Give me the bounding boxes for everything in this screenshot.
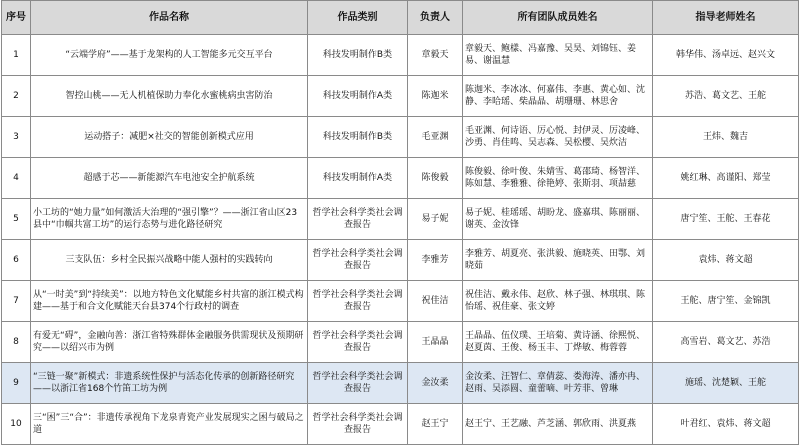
cell-name[interactable]: 三“困”三“合”：非遗传承视角下龙泉青瓷产业发展现实之困与破局之道 — [31, 404, 308, 445]
cell-name[interactable]: 运动搭子：减肥×社交的智能创新模式应用 — [31, 117, 308, 158]
cell-advisors[interactable]: 王舵、唐宁笙、金锦凯 — [653, 281, 799, 322]
table-row — [2, 117, 799, 158]
cell-category[interactable]: 哲学社会科学类社会调查报告 — [308, 199, 408, 240]
cell-no[interactable]: 2 — [2, 76, 31, 117]
cell-name[interactable]: 小工坊的“她力量”如何激活大治理的“强引擎”？——浙江省山区23县中“巾帼共富工坊”的运行态势与进化路径研究 — [31, 199, 308, 240]
cell-name[interactable]: “三链一聚”新模式：非遗系统性保护与活态化传承的创新路径研究——以浙江省168个竹笛工坊为例 — [31, 363, 308, 404]
cell-members[interactable]: 赵王宁、王艺融、芦芝涵、郭欣雨、洪夏燕 — [463, 404, 653, 445]
cell-advisors[interactable]: 姚红琳、高谨阳、郑莹 — [653, 158, 799, 199]
table-row — [2, 240, 799, 281]
cell-category[interactable]: 科技发明制作A类 — [308, 76, 408, 117]
cell-no[interactable]: 9 — [2, 363, 31, 404]
cell-no[interactable]: 4 — [2, 158, 31, 199]
cell-advisors[interactable]: 叶君红、袁炜、蒋文超 — [653, 404, 799, 445]
cell-category[interactable]: 科技发明制作B类 — [308, 117, 408, 158]
cell-leader[interactable]: 陈俊毅 — [408, 158, 463, 199]
cell-category[interactable]: 哲学社会科学类社会调查报告 — [308, 404, 408, 445]
cell-name[interactable]: 智控山桃——无人机植保助力奉化水蜜桃病虫害防治 — [31, 76, 308, 117]
cell-category[interactable]: 哲学社会科学类社会调查报告 — [308, 322, 408, 363]
cell-members[interactable]: 祝佳洁、戴永伟、赵欣、林子强、林琪琪、陈怡瑶、祝佳豪、张文婷 — [463, 281, 653, 322]
cell-advisors[interactable]: 唐宁笙、王舵、王春花 — [653, 199, 799, 240]
cell-no[interactable]: 5 — [2, 199, 31, 240]
cell-name[interactable]: 超感于芯——新能源汽车电池安全护航系统 — [31, 158, 308, 199]
cell-leader[interactable]: 金汝柔 — [408, 363, 463, 404]
cell-leader[interactable]: 章毅天 — [408, 35, 463, 76]
cell-leader[interactable]: 祝佳洁 — [408, 281, 463, 322]
cell-no[interactable]: 6 — [2, 240, 31, 281]
header-name[interactable]: 作品名称 — [31, 1, 308, 35]
cell-name[interactable]: 三支队伍：乡村全民振兴战略中能人强村的实践转向 — [31, 240, 308, 281]
header-leader[interactable]: 负责人 — [408, 1, 463, 35]
table-row — [2, 404, 799, 445]
cell-advisors[interactable]: 苏浩、葛文艺、王舵 — [653, 76, 799, 117]
table-row — [2, 35, 799, 76]
cell-name[interactable]: 有爱无“碍”，金融向善：浙江省特殊群体金融服务供需现状及预期研究——以绍兴市为例 — [31, 322, 308, 363]
header-no[interactable]: 序号 — [2, 1, 31, 35]
cell-no[interactable]: 8 — [2, 322, 31, 363]
cell-no[interactable]: 10 — [2, 404, 31, 445]
cell-leader[interactable]: 毛亚渊 — [408, 117, 463, 158]
cell-members[interactable]: 陈迦米、李冰冰、何嘉伟、李惠、黄心如、沈静、李哈瑶、柴晶晶、胡珊珊、林思舍 — [463, 76, 653, 117]
cell-leader[interactable]: 易子妮 — [408, 199, 463, 240]
cell-leader[interactable]: 赵王宁 — [408, 404, 463, 445]
cell-leader[interactable]: 陈迦米 — [408, 76, 463, 117]
header-category[interactable]: 作品类别 — [308, 1, 408, 35]
cell-advisors[interactable]: 高雪岩、葛文艺、苏浩 — [653, 322, 799, 363]
cell-category[interactable]: 科技发明制作A类 — [308, 158, 408, 199]
cell-category[interactable]: 哲学社会科学类社会调查报告 — [308, 363, 408, 404]
cell-category[interactable]: 哲学社会科学类社会调查报告 — [308, 240, 408, 281]
cell-no[interactable]: 1 — [2, 35, 31, 76]
table-row — [2, 158, 799, 199]
cell-members[interactable]: 金汝柔、汪智仁、章倩蕊、娄海涛、潘亦冉、赵雨、吴添圆、童蕾嘀、叶芳菲、曾琳 — [463, 363, 653, 404]
table-row — [2, 76, 799, 117]
cell-advisors[interactable]: 王炜、魏吉 — [653, 117, 799, 158]
cell-name[interactable]: “云端学府”——基于龙架构的人工智能多元交互平台 — [31, 35, 308, 76]
cell-no[interactable]: 7 — [2, 281, 31, 322]
cell-category[interactable]: 哲学社会科学类社会调查报告 — [308, 281, 408, 322]
cell-advisors[interactable]: 韩华伟、汤卓远、赵兴文 — [653, 35, 799, 76]
cell-members[interactable]: 章毅天、鲍樣、冯嘉豫、吴昊、刘锦钰、姜易、谢温慧 — [463, 35, 653, 76]
table-row — [2, 199, 799, 240]
header-row — [2, 1, 799, 35]
cell-members[interactable]: 王晶晶、伍仪璞、王培菊、黄诗涵、徐熙悦、赵夏茵、王俊、杨玉丰、丁烨敏、梅蓉蓉 — [463, 322, 653, 363]
cell-no[interactable]: 3 — [2, 117, 31, 158]
header-advisors[interactable]: 指导老师姓名 — [653, 1, 799, 35]
cell-advisors[interactable]: 施瑶、沈楚颖、王舵 — [653, 363, 799, 404]
cell-leader[interactable]: 王晶晶 — [408, 322, 463, 363]
cell-advisors[interactable]: 袁炜、蒋文超 — [653, 240, 799, 281]
cell-members[interactable]: 易子妮、桂瑶瑶、胡盼龙、盛嘉琪、陈丽丽、谢英、金汝锋 — [463, 199, 653, 240]
cell-members[interactable]: 毛亚渊、何诗语、厉心悦、封伊灵、厉凌峰、沙勇、肖佳鸣、吴志森、吴松樱、吴炊洁 — [463, 117, 653, 158]
cell-members[interactable]: 李雅芳、胡夏亮、张洪毅、施晓英、田鄂、刘晓茹 — [463, 240, 653, 281]
cell-name[interactable]: 从“一时美”到“持续美”：以地方特色文化赋能乡村共富的浙江模式构建——基于和合文化赋能天台县374个行政村的调查 — [31, 281, 308, 322]
table-row-selected — [2, 363, 799, 404]
table-row — [2, 281, 799, 322]
table-row — [2, 322, 799, 363]
project-table — [1, 0, 799, 445]
cell-category[interactable]: 科技发明制作B类 — [308, 35, 408, 76]
cell-leader[interactable]: 李雅芳 — [408, 240, 463, 281]
cell-members[interactable]: 陈俊毅、徐叶俊、朱婧雪、葛邵琦、杨智洋、陈如慧、李雅雅、徐艳婷、张斯羽、项喆慈 — [463, 158, 653, 199]
header-members[interactable]: 所有团队成员姓名 — [463, 1, 653, 35]
